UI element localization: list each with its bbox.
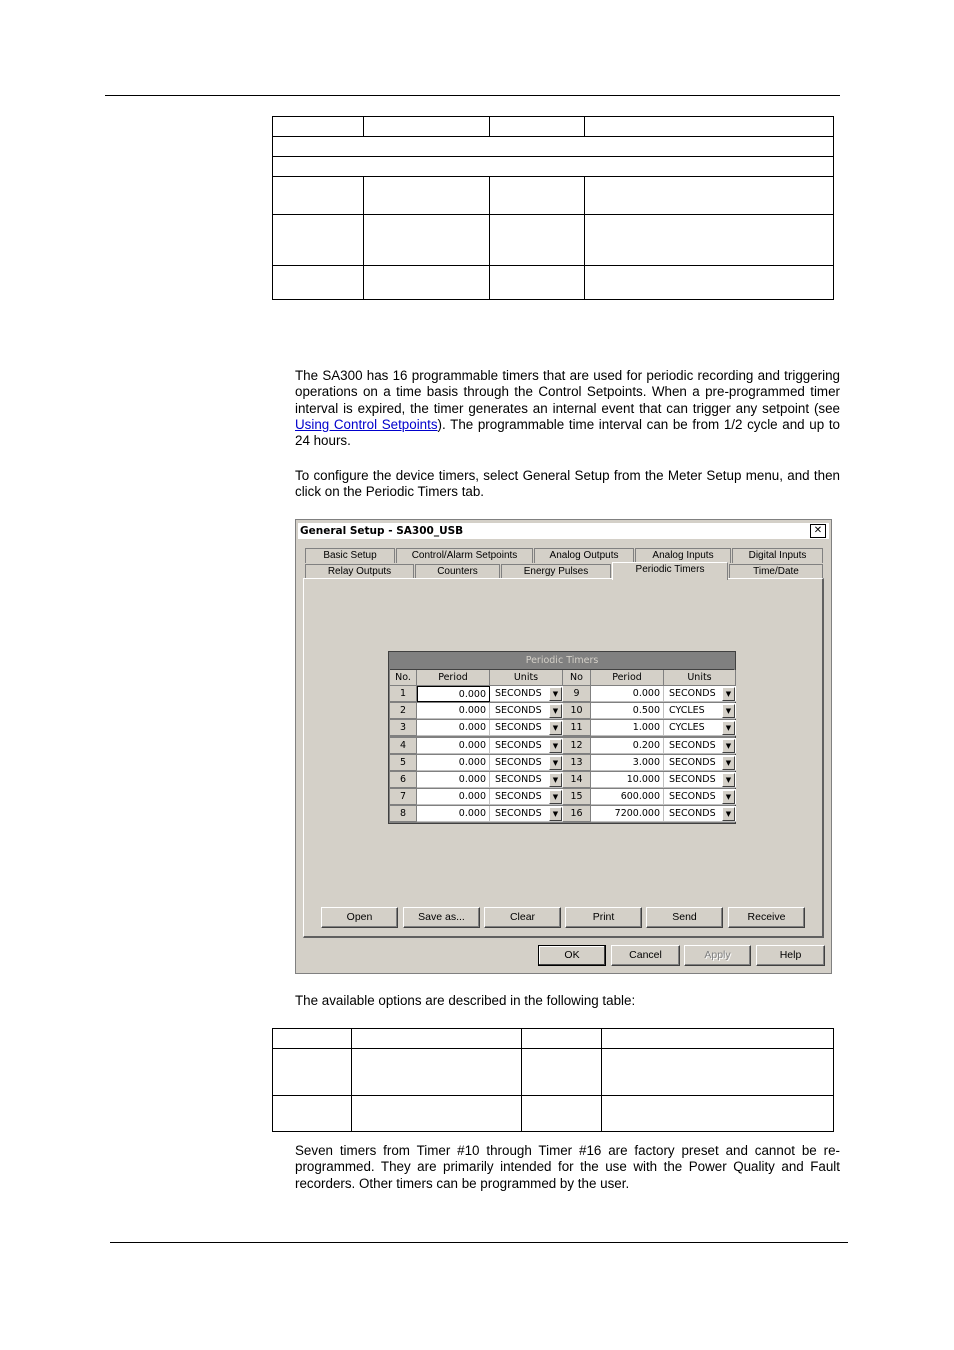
periodic-timers-grid <box>388 651 736 824</box>
timer-units-select[interactable]: SECONDS <box>490 720 563 736</box>
tab-time-date[interactable]: Time/Date <box>729 564 823 579</box>
timer-number: 5 <box>390 755 417 771</box>
timer-units-select[interactable]: SECONDS <box>664 806 736 822</box>
timer-number: 16 <box>563 806 591 822</box>
timer-units-select[interactable]: SECONDS <box>664 686 736 702</box>
options-paragraph: The available options are described in the following table: <box>295 993 636 1008</box>
chevron-down-icon[interactable]: ▼ <box>722 721 735 735</box>
timer-number: 1 <box>390 686 417 702</box>
print-button[interactable]: Print <box>565 907 642 928</box>
cancel-button[interactable]: Cancel <box>611 945 680 966</box>
chevron-down-icon[interactable]: ▼ <box>549 721 562 735</box>
timer-number: 10 <box>563 703 591 719</box>
tab-relay-outputs[interactable]: Relay Outputs <box>305 564 414 579</box>
chevron-down-icon[interactable]: ▼ <box>722 807 735 821</box>
timer-number: 12 <box>563 738 591 754</box>
chevron-down-icon[interactable]: ▼ <box>549 704 562 718</box>
timer-period-field[interactable]: 0.000 <box>417 806 490 822</box>
save-as-button[interactable]: Save as... <box>403 907 480 928</box>
upper-table <box>272 116 834 300</box>
setpoints-link[interactable]: Using Control Setpoints <box>295 416 438 432</box>
timer-number: 2 <box>390 703 417 719</box>
timer-units-select[interactable]: SECONDS <box>664 738 736 754</box>
timer-units-select[interactable]: SECONDS <box>490 738 563 754</box>
tab-counters[interactable]: Counters <box>415 564 500 579</box>
timer-period-field[interactable]: 0.000 <box>417 738 490 754</box>
timer-period-field[interactable]: 7200.000 <box>591 806 664 822</box>
timer-period-field[interactable]: 0.000 <box>417 703 490 719</box>
timer-period-field[interactable]: 0.500 <box>591 703 664 719</box>
tab-energy-pulses[interactable]: Energy Pulses <box>501 564 611 579</box>
timer-period-field[interactable]: 0.200 <box>591 738 664 754</box>
timer-period-field[interactable]: 0.000 <box>591 686 664 702</box>
timer-number: 6 <box>390 772 417 788</box>
grid-title: Periodic Timers <box>390 653 734 670</box>
chevron-down-icon[interactable]: ▼ <box>722 773 735 787</box>
dialog-title: General Setup - SA300_USB ✕ <box>298 523 829 539</box>
preset-paragraph: Seven timers from Timer #10 through Timer #16 are factory preset and cannot be re-programmed. They are primarily intended for the use with the Power Quality and Fault recorders. Other timers can be programmed by the user. <box>295 1143 840 1191</box>
instruction-paragraph: To configure the device timers, select General Setup from the Meter Setup menu, and then click on the Periodic Timers tab. <box>295 468 840 500</box>
timer-number: 8 <box>390 806 417 822</box>
header-rule <box>105 95 840 96</box>
help-button[interactable]: Help <box>756 945 825 966</box>
options-table <box>272 1028 834 1132</box>
close-icon[interactable]: ✕ <box>810 524 826 538</box>
chevron-down-icon[interactable]: ▼ <box>549 687 562 701</box>
timer-number: 13 <box>563 755 591 771</box>
chevron-down-icon[interactable]: ▼ <box>722 739 735 753</box>
clear-button[interactable]: Clear <box>484 907 561 928</box>
timer-units-select[interactable]: SECONDS <box>664 789 736 805</box>
grid-header-5: Period <box>591 670 664 686</box>
timer-units-select[interactable]: SECONDS <box>490 789 563 805</box>
timer-units-select[interactable]: CYCLES <box>664 720 736 736</box>
timer-units-select[interactable]: SECONDS <box>664 755 736 771</box>
chevron-down-icon[interactable]: ▼ <box>549 739 562 753</box>
grid-header-2: Period <box>417 670 490 686</box>
timer-number: 11 <box>563 720 591 736</box>
grid-header-6: Units <box>664 670 736 686</box>
timer-units-select[interactable]: SECONDS <box>490 772 563 788</box>
chevron-down-icon[interactable]: ▼ <box>549 790 562 804</box>
tab-analog-inputs[interactable]: Analog Inputs <box>635 548 731 563</box>
timer-period-field[interactable]: 0.000 <box>417 772 490 788</box>
intro-paragraph: The SA300 has 16 programmable timers that are used for periodic recording and triggering operations on a time basis through the Control Setpoints. When a pre-programmed timer interval is expired, the timer generates an internal event that can trigger any setpoint (see Using Control Setpoints). The programmable time interval can be from 1/2 cycle and up to 24 hours. <box>295 368 840 449</box>
timer-period-field[interactable]: 3.000 <box>591 755 664 771</box>
timer-period-field[interactable]: 1.000 <box>591 720 664 736</box>
timer-number: 7 <box>390 789 417 805</box>
tab-analog-outputs[interactable]: Analog Outputs <box>534 548 634 563</box>
chevron-down-icon[interactable]: ▼ <box>722 790 735 804</box>
chevron-down-icon[interactable]: ▼ <box>722 756 735 770</box>
footer-rule <box>110 1242 848 1243</box>
grid-header-3: Units <box>490 670 563 686</box>
chevron-down-icon[interactable]: ▼ <box>549 756 562 770</box>
chevron-down-icon[interactable]: ▼ <box>722 687 735 701</box>
tab-periodic-timers[interactable]: Periodic Timers <box>612 562 728 580</box>
open-button[interactable]: Open <box>321 907 398 928</box>
ok-button[interactable]: OK <box>538 945 606 966</box>
timer-period-field[interactable]: 600.000 <box>591 789 664 805</box>
timer-number: 14 <box>563 772 591 788</box>
grid-header-4: No <box>563 670 591 686</box>
timer-units-select[interactable]: SECONDS <box>490 806 563 822</box>
send-button[interactable]: Send <box>646 907 723 928</box>
timer-period-field[interactable]: 0.000 <box>417 755 490 771</box>
timer-units-select[interactable]: SECONDS <box>664 772 736 788</box>
timer-period-field[interactable]: 0.000 <box>417 720 490 736</box>
chevron-down-icon[interactable]: ▼ <box>549 773 562 787</box>
timer-period-field[interactable]: 10.000 <box>591 772 664 788</box>
timer-period-field[interactable]: 0.000 <box>417 789 490 805</box>
timer-units-select[interactable]: SECONDS <box>490 755 563 771</box>
timer-number: 3 <box>390 720 417 736</box>
apply-button[interactable]: Apply <box>684 945 751 966</box>
tab-control-alarm-setpoints[interactable]: Control/Alarm Setpoints <box>396 548 533 563</box>
timer-units-select[interactable]: CYCLES <box>664 703 736 719</box>
timer-period-field[interactable]: 0.000 <box>417 686 490 702</box>
timer-units-select[interactable]: SECONDS <box>490 703 563 719</box>
tab-digital-inputs[interactable]: Digital Inputs <box>732 548 823 563</box>
timer-units-select[interactable]: SECONDS <box>490 686 563 702</box>
timer-number: 9 <box>563 686 591 702</box>
tab-basic-setup[interactable]: Basic Setup <box>305 548 395 563</box>
grid-header-1: No. <box>390 670 417 686</box>
receive-button[interactable]: Receive <box>728 907 805 928</box>
chevron-down-icon[interactable]: ▼ <box>549 807 562 821</box>
chevron-down-icon[interactable]: ▼ <box>722 704 735 718</box>
timer-number: 15 <box>563 789 591 805</box>
timer-number: 4 <box>390 738 417 754</box>
